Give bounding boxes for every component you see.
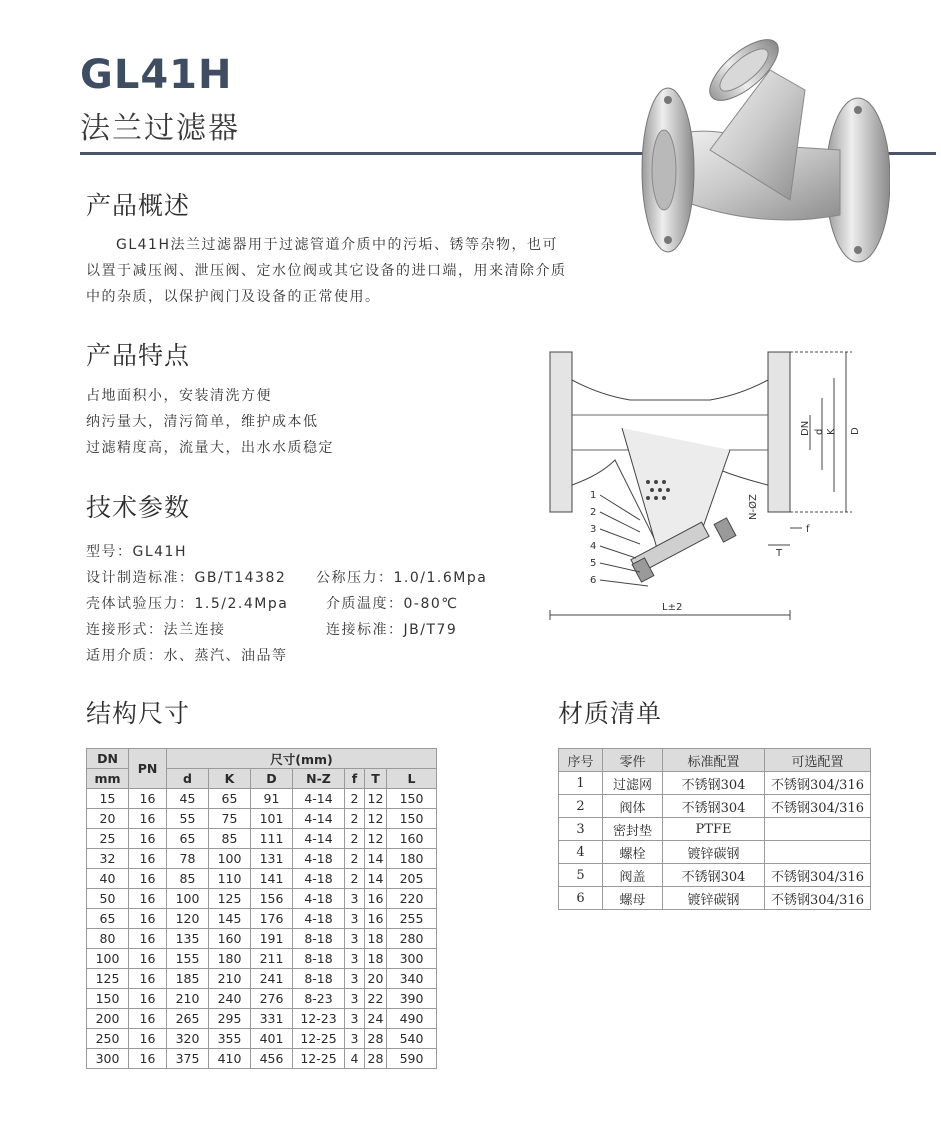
table-cell: 4-14 — [293, 829, 345, 849]
table-cell: 22 — [365, 989, 387, 1009]
mat-header: 可选配置 — [765, 749, 871, 772]
feature-item: 纳污量大，清污简单，维护成本低 — [86, 414, 319, 430]
table-cell: 不锈钢304 — [663, 795, 765, 818]
table-cell: PTFE — [663, 818, 765, 841]
table-cell: 18 — [365, 929, 387, 949]
table-cell: 16 — [365, 909, 387, 929]
table-cell: 80 — [87, 929, 129, 949]
table-cell: 111 — [251, 829, 293, 849]
dimension-row — [87, 1009, 437, 1029]
header-col: L — [387, 769, 437, 789]
table-cell: 2 — [559, 795, 603, 818]
table-cell: 16 — [129, 789, 167, 809]
header-col: d — [167, 769, 209, 789]
table-cell: 300 — [387, 949, 437, 969]
table-cell: 15 — [87, 789, 129, 809]
table-cell: 镀锌碳钢 — [663, 841, 765, 864]
dimension-row — [87, 929, 437, 949]
table-cell: 375 — [167, 1049, 209, 1069]
table-cell: 1 — [559, 772, 603, 795]
table-cell: 265 — [167, 1009, 209, 1029]
dimension-row — [87, 789, 437, 809]
table-cell: 540 — [387, 1029, 437, 1049]
dimension-row — [87, 889, 437, 909]
table-cell: 2 — [345, 809, 365, 829]
table-cell: 125 — [209, 889, 251, 909]
table-cell: 20 — [365, 969, 387, 989]
mat-header: 序号 — [559, 749, 603, 772]
table-cell: 100 — [209, 849, 251, 869]
param-connection: 连接形式：法兰连接 — [86, 622, 226, 638]
table-cell: 65 — [167, 829, 209, 849]
features-list — [86, 383, 334, 461]
table-cell: 4-18 — [293, 869, 345, 889]
dimension-row — [87, 1049, 437, 1069]
part-label-1: 1 — [590, 490, 597, 501]
table-cell: 16 — [129, 829, 167, 849]
dimension-row — [87, 809, 437, 829]
dimension-row — [87, 989, 437, 1009]
table-cell: 205 — [387, 869, 437, 889]
table-cell: 401 — [251, 1029, 293, 1049]
table-cell: 14 — [365, 849, 387, 869]
table-cell: 16 — [129, 929, 167, 949]
header-col: f — [345, 769, 365, 789]
table-cell: 18 — [365, 949, 387, 969]
table-cell: 3 — [345, 969, 365, 989]
header-col: N-Z — [293, 769, 345, 789]
table-cell: 4-18 — [293, 909, 345, 929]
table-cell: 24 — [365, 1009, 387, 1029]
table-cell: 300 — [87, 1049, 129, 1069]
table-cell: 16 — [129, 1009, 167, 1029]
param-model: 型号：GL41H — [86, 544, 187, 560]
table-cell: 456 — [251, 1049, 293, 1069]
overview-line: 中的杂质，以保护阀门及设备的正常使用。 — [86, 289, 381, 305]
material-row — [559, 887, 871, 910]
material-row — [559, 841, 871, 864]
table-cell: 150 — [387, 809, 437, 829]
table-cell: 176 — [251, 909, 293, 929]
header-dn: DN — [87, 749, 129, 769]
table-cell: 135 — [167, 929, 209, 949]
table-cell: 6 — [559, 887, 603, 910]
table-cell: 320 — [167, 1029, 209, 1049]
param-pressure: 公称压力：1.0/1.6Mpa — [316, 570, 488, 586]
table-cell: 250 — [87, 1029, 129, 1049]
dim-d-large: D — [850, 427, 861, 435]
table-cell: 2 — [345, 829, 365, 849]
table-cell: 3 — [345, 929, 365, 949]
table-cell: 16 — [129, 869, 167, 889]
table-cell: 4-18 — [293, 849, 345, 869]
table-cell: 331 — [251, 1009, 293, 1029]
table-cell: 16 — [129, 809, 167, 829]
table-cell: 45 — [167, 789, 209, 809]
header-pn: PN — [129, 749, 167, 789]
table-cell: 590 — [387, 1049, 437, 1069]
table-cell: 65 — [209, 789, 251, 809]
param-connection-std: 连接标准：JB/T79 — [326, 622, 458, 638]
table-cell: 4-18 — [293, 889, 345, 909]
table-cell: 14 — [365, 869, 387, 889]
table-cell: 20 — [87, 809, 129, 829]
table-cell: 过滤网 — [603, 772, 663, 795]
table-cell: 3 — [345, 949, 365, 969]
table-cell: 5 — [559, 864, 603, 887]
table-cell: 螺栓 — [603, 841, 663, 864]
table-cell: 12-23 — [293, 1009, 345, 1029]
product-photo — [640, 30, 890, 270]
table-cell: 180 — [209, 949, 251, 969]
table-cell: 28 — [365, 1049, 387, 1069]
table-cell: 120 — [167, 909, 209, 929]
table-cell: 镀锌碳钢 — [663, 887, 765, 910]
table-cell: 241 — [251, 969, 293, 989]
dimension-row — [87, 969, 437, 989]
table-cell: 12-25 — [293, 1029, 345, 1049]
table-cell: 3 — [345, 909, 365, 929]
table-cell: 160 — [387, 829, 437, 849]
table-cell: 150 — [87, 989, 129, 1009]
dimension-table — [86, 748, 437, 1069]
table-cell: 阀体 — [603, 795, 663, 818]
table-cell: 16 — [129, 889, 167, 909]
dim-dn: DN — [800, 420, 811, 436]
table-cell: 145 — [209, 909, 251, 929]
table-cell: 355 — [209, 1029, 251, 1049]
table-cell: 75 — [209, 809, 251, 829]
table-cell: 16 — [129, 989, 167, 1009]
table-cell: 490 — [387, 1009, 437, 1029]
material-row — [559, 772, 871, 795]
dimension-row — [87, 869, 437, 889]
dimension-row — [87, 949, 437, 969]
table-cell: 16 — [129, 849, 167, 869]
table-cell: 100 — [167, 889, 209, 909]
table-cell: 28 — [365, 1029, 387, 1049]
param-design-std: 设计制造标准：GB/T14382 — [86, 570, 287, 586]
table-cell: 180 — [387, 849, 437, 869]
dimension-row — [87, 909, 437, 929]
part-label-4: 4 — [590, 541, 597, 552]
table-cell: 4-14 — [293, 809, 345, 829]
dim-f: f — [806, 524, 810, 535]
table-cell: 8-23 — [293, 989, 345, 1009]
overview-line: GL41H法兰过滤器用于过滤管道介质中的污垢、锈等杂物，也可 — [116, 237, 558, 253]
params-heading: 技术参数 — [86, 493, 191, 522]
table-cell: 155 — [167, 949, 209, 969]
table-cell: 4 — [559, 841, 603, 864]
table-cell: 280 — [387, 929, 437, 949]
table-cell: 密封垫 — [603, 818, 663, 841]
param-test-pressure: 壳体试验压力：1.5/2.4Mpa — [86, 596, 289, 612]
table-cell: 141 — [251, 869, 293, 889]
table-cell: 螺母 — [603, 887, 663, 910]
table-cell: 55 — [167, 809, 209, 829]
table-cell: 不锈钢304/316 — [765, 795, 871, 818]
table-cell: 12 — [365, 829, 387, 849]
table-cell: 3 — [345, 1029, 365, 1049]
table-cell: 390 — [387, 989, 437, 1009]
dimension-row — [87, 1029, 437, 1049]
table-cell: 156 — [251, 889, 293, 909]
table-cell: 240 — [209, 989, 251, 1009]
material-row — [559, 864, 871, 887]
param-media: 适用介质：水、蒸汽、油品等 — [86, 648, 288, 664]
mat-header: 零件 — [603, 749, 663, 772]
materials-table — [558, 748, 871, 910]
table-cell: 2 — [345, 789, 365, 809]
table-cell: 91 — [251, 789, 293, 809]
table-cell: 85 — [167, 869, 209, 889]
overview-heading: 产品概述 — [86, 191, 191, 220]
table-cell — [765, 818, 871, 841]
dim-t: T — [776, 548, 783, 559]
header-col: D — [251, 769, 293, 789]
table-cell: 40 — [87, 869, 129, 889]
table-cell: 3 — [345, 989, 365, 1009]
table-cell: 阀盖 — [603, 864, 663, 887]
table-cell: 255 — [387, 909, 437, 929]
table-cell: 340 — [387, 969, 437, 989]
table-cell: 276 — [251, 989, 293, 1009]
material-row — [559, 795, 871, 818]
overview-text — [86, 232, 606, 310]
table-cell: 不锈钢304/316 — [765, 864, 871, 887]
table-cell: 8-18 — [293, 929, 345, 949]
table-cell: 191 — [251, 929, 293, 949]
table-cell: 160 — [209, 929, 251, 949]
table-cell: 16 — [129, 969, 167, 989]
table-cell: 25 — [87, 829, 129, 849]
table-cell: 100 — [87, 949, 129, 969]
table-cell: 16 — [129, 949, 167, 969]
product-name: 法兰过滤器 — [80, 111, 240, 146]
header-mm: mm — [87, 769, 129, 789]
table-cell: 220 — [387, 889, 437, 909]
table-cell: 65 — [87, 909, 129, 929]
dim-l: L±2 — [662, 602, 683, 613]
header-col: K — [209, 769, 251, 789]
dim-k: K — [826, 428, 837, 435]
features-heading: 产品特点 — [86, 341, 191, 370]
table-cell: 200 — [87, 1009, 129, 1029]
part-label-3: 3 — [590, 524, 597, 535]
table-cell: 不锈钢304/316 — [765, 887, 871, 910]
table-cell: 185 — [167, 969, 209, 989]
dim-nz: N-ØZ — [748, 494, 759, 520]
table-cell: 78 — [167, 849, 209, 869]
table-cell: 12 — [365, 809, 387, 829]
table-cell: 125 — [87, 969, 129, 989]
table-cell: 131 — [251, 849, 293, 869]
part-label-2: 2 — [590, 507, 597, 518]
product-model: GL41H — [80, 52, 233, 98]
table-cell: 32 — [87, 849, 129, 869]
table-cell: 8-18 — [293, 969, 345, 989]
table-cell: 4 — [345, 1049, 365, 1069]
table-cell: 211 — [251, 949, 293, 969]
table-cell — [765, 841, 871, 864]
overview-line: 以置于减压阀、泄压阀、定水位阀或其它设备的进口端，用来清除介质 — [86, 263, 567, 279]
table-cell: 不锈钢304 — [663, 772, 765, 795]
table-cell: 12-25 — [293, 1049, 345, 1069]
header-col: T — [365, 769, 387, 789]
material-row — [559, 818, 871, 841]
part-label-5: 5 — [590, 558, 597, 569]
feature-item: 占地面积小，安装清洗方便 — [86, 388, 272, 404]
dimension-row — [87, 829, 437, 849]
table-cell: 110 — [209, 869, 251, 889]
table-cell: 2 — [345, 869, 365, 889]
table-cell: 50 — [87, 889, 129, 909]
feature-item: 过滤精度高，流量大，出水水质稳定 — [86, 440, 334, 456]
param-temperature: 介质温度：0-80℃ — [326, 596, 459, 612]
dimension-row — [87, 849, 437, 869]
table-cell: 4-14 — [293, 789, 345, 809]
dim-d-small: d — [814, 428, 825, 435]
table-cell: 12 — [365, 789, 387, 809]
table-cell: 16 — [365, 889, 387, 909]
mat-header: 标准配置 — [663, 749, 765, 772]
table-cell: 410 — [209, 1049, 251, 1069]
table-cell: 150 — [387, 789, 437, 809]
header-size: 尺寸(mm) — [167, 749, 437, 769]
table-cell: 295 — [209, 1009, 251, 1029]
table-cell: 210 — [209, 969, 251, 989]
table-cell: 不锈钢304/316 — [765, 772, 871, 795]
table-cell: 不锈钢304 — [663, 864, 765, 887]
materials-heading: 材质清单 — [558, 699, 663, 728]
table-cell: 101 — [251, 809, 293, 829]
table-cell: 2 — [345, 849, 365, 869]
table-cell: 210 — [167, 989, 209, 1009]
table-cell: 16 — [129, 909, 167, 929]
table-cell: 8-18 — [293, 949, 345, 969]
table-cell: 3 — [559, 818, 603, 841]
structure-heading: 结构尺寸 — [86, 699, 191, 728]
part-label-6: 6 — [590, 575, 597, 586]
table-cell: 16 — [129, 1029, 167, 1049]
technical-drawing — [540, 340, 870, 630]
table-cell: 16 — [129, 1049, 167, 1069]
table-cell: 3 — [345, 1009, 365, 1029]
table-cell: 85 — [209, 829, 251, 849]
table-cell: 3 — [345, 889, 365, 909]
